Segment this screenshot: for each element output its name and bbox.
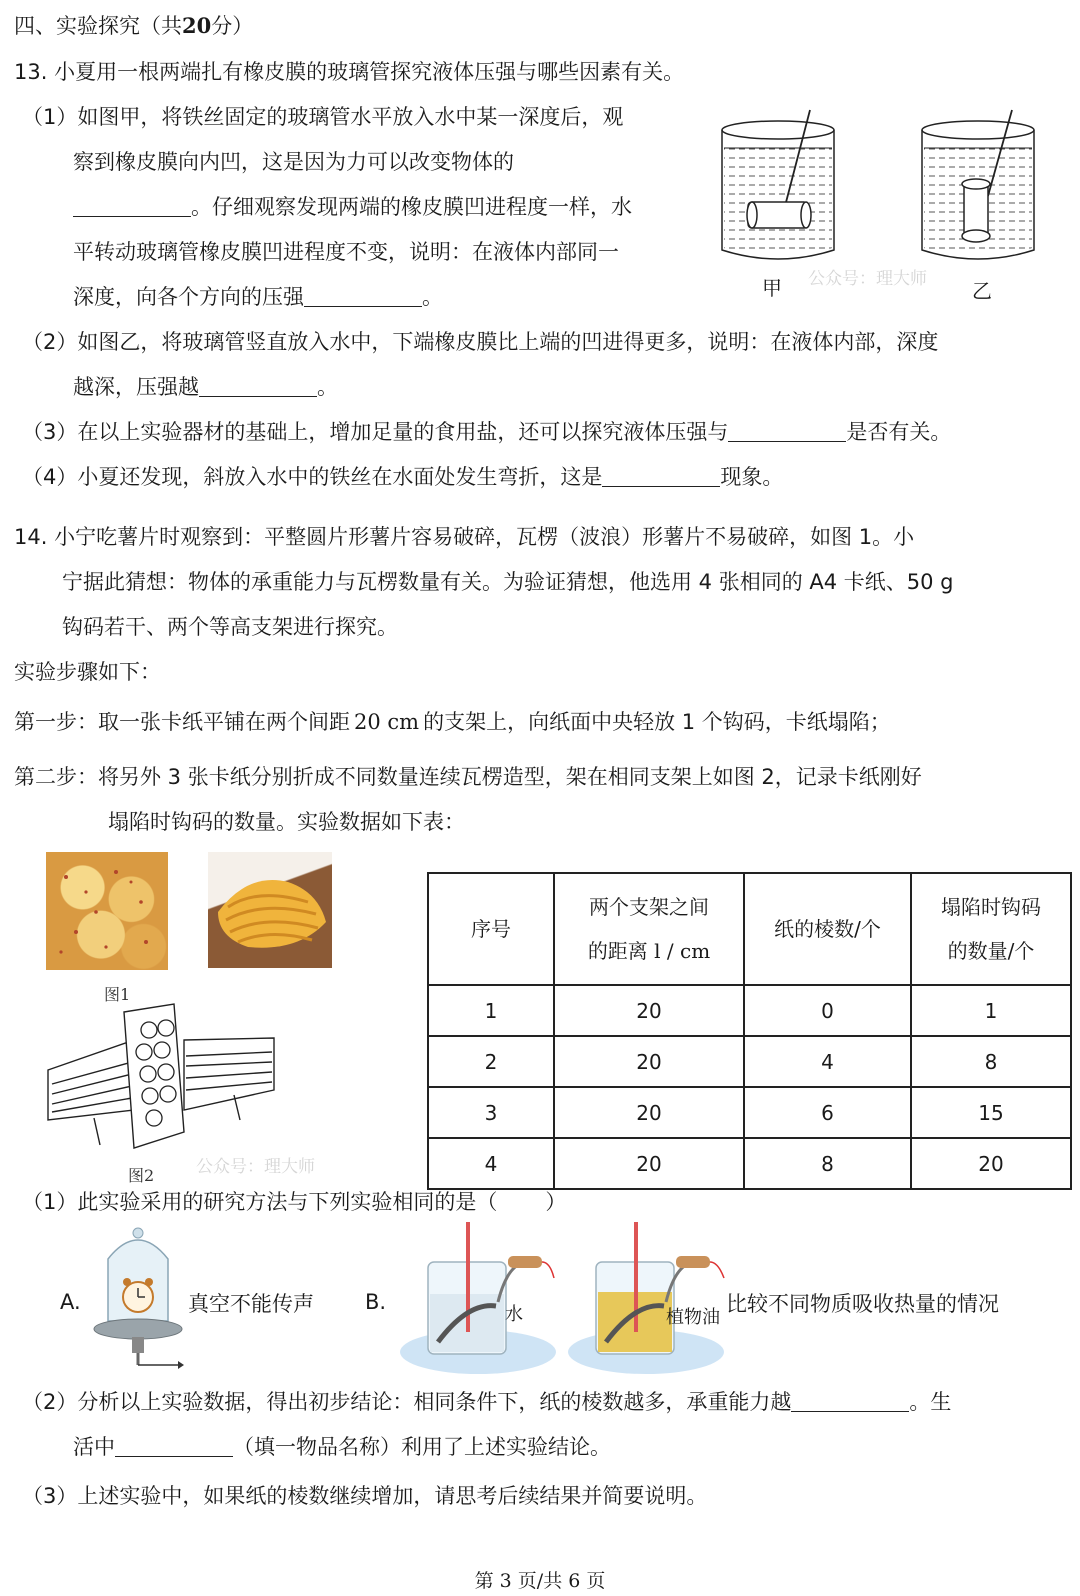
table-cell: 20	[554, 1087, 744, 1138]
steps-title: 实验步骤如下：	[14, 660, 161, 684]
step-one-text-end: 的支架上，向纸面中央轻放 1 个钩码，卡纸塌陷；	[423, 710, 891, 734]
q13-part1-line4: 平转动玻璃管橡皮膜凹进程度不变，说明：在液体内部同一	[73, 240, 619, 264]
section-score: 20	[182, 13, 212, 38]
q14-sub1-text: （1）此实验采用的研究方法与下列实验相同的是（	[22, 1190, 498, 1214]
watermark: 公众号：理大师	[808, 269, 927, 289]
q13-part2-line2-text: 越深，压强越	[73, 375, 199, 399]
flat-chips-photo	[46, 852, 168, 970]
answer-blank[interactable]	[791, 1391, 909, 1412]
q13-part1-line5	[73, 283, 443, 311]
table-cell: 8	[744, 1138, 911, 1189]
table-row	[428, 985, 1071, 1036]
q14-sub2-end: 。生	[909, 1390, 952, 1414]
q14-sub2-line1	[22, 1388, 951, 1416]
table-cell: 4	[428, 1138, 554, 1189]
table-header-row	[428, 873, 1071, 985]
table-row	[428, 1087, 1071, 1138]
q13-part1-line5-end: 。	[422, 285, 443, 309]
answer-blank[interactable]	[602, 466, 720, 487]
q13-part3	[22, 418, 951, 446]
table-header-text: 的距离 l / cm	[587, 939, 711, 963]
q14-sub1-end: ）	[545, 1190, 567, 1214]
table-header-text: 纸的棱数/个	[774, 917, 881, 941]
table-header-text: 两个支架之间	[589, 895, 709, 919]
step-two-line1: 第二步：将另外 3 张卡纸分别折成不同数量连续瓦楞造型，架在相同支架上如图 2，记录卡纸刚好	[14, 765, 922, 789]
q13-part4	[22, 463, 783, 491]
q14-sub2-line2	[73, 1433, 611, 1461]
watermark: 公众号：理大师	[196, 1157, 315, 1177]
q13-part1-line2: 察到橡皮膜向内凹，这是因为力可以改变物体的	[73, 150, 514, 174]
q13-part2-line1: （2）如图乙，将玻璃管竖直放入水中，下端橡皮膜比上端的凹进得更多，说明：在液体内部，深度	[22, 330, 939, 354]
table-row	[428, 1036, 1071, 1087]
option-a-letter[interactable]: A.	[60, 1290, 81, 1314]
q14-sub1	[22, 1188, 566, 1216]
table-header-text: 序号	[471, 917, 511, 941]
step-one-distance: 20 cm	[354, 710, 420, 734]
answer-blank[interactable]	[304, 286, 422, 307]
table-row	[428, 1138, 1071, 1189]
table-cell: 15	[911, 1087, 1071, 1138]
oil-label: 植物油	[666, 1307, 720, 1328]
answer-blank[interactable]	[73, 196, 191, 217]
q14-sub2-line2-end: （填一物品名称）利用了上述实验结论。	[233, 1435, 611, 1459]
q14-line3: 钩码若干、两个等高支架进行探究。	[62, 615, 398, 639]
step-two-line2: 塌陷时钩码的数量。实验数据如下表：	[108, 810, 465, 834]
q13-part1-line3	[73, 193, 632, 221]
q13-part4-text: （4）小夏还发现，斜放入水中的铁丝在水面处发生弯折，这是	[22, 465, 603, 489]
option-b-letter[interactable]: B.	[365, 1290, 387, 1314]
q14-sub2-text: （2）分析以上实验数据，得出初步结论：相同条件下，纸的棱数越多，承重能力越	[22, 1390, 792, 1414]
q13-part2-line2	[73, 373, 338, 401]
q13-part2-line2-end: 。	[317, 375, 338, 399]
q13-part1-line5-text: 深度，向各个方向的压强	[73, 285, 304, 309]
q13-stem: 13. 小夏用一根两端扎有橡皮膜的玻璃管探究液体压强与哪些因素有关。	[14, 60, 685, 84]
q13-part4-end: 现象。	[720, 465, 784, 489]
bell-jar-alarm-clock-icon	[92, 1225, 184, 1373]
option-a-text: 真空不能传声	[188, 1292, 314, 1316]
table-cell: 1	[911, 985, 1071, 1036]
table-header-cell	[554, 873, 744, 985]
figure2-caption: 图2	[128, 1166, 155, 1185]
q14-sub3: （3）上述实验中，如果纸的棱数继续增加，请思考后续结果并简要说明。	[22, 1484, 708, 1508]
table-cell: 3	[428, 1087, 554, 1138]
table-cell: 6	[744, 1087, 911, 1138]
section-title	[14, 12, 253, 40]
page-number: 第 3 页/共 6 页	[474, 1570, 606, 1592]
answer-blank[interactable]	[199, 376, 317, 397]
table-cell: 20	[911, 1138, 1071, 1189]
table-cell: 4	[744, 1036, 911, 1087]
beaker-jia	[722, 110, 834, 259]
figure-label-jia: 甲	[762, 276, 782, 300]
wavy-chips-photo	[208, 852, 332, 968]
answer-blank[interactable]	[115, 1436, 233, 1457]
q14-line2: 宁据此猜想：物体的承重能力与瓦楞数量有关。为验证猜想，他选用 4 张相同的 A4 卡纸、50 g	[62, 570, 954, 594]
beaker-oil-heater-icon	[566, 1222, 730, 1376]
water-label: 水	[505, 1304, 523, 1325]
table-header-cell	[911, 873, 1071, 985]
table-cell: 2	[428, 1036, 554, 1087]
table-cell: 0	[744, 985, 911, 1036]
q14-line1: 14. 小宁吃薯片时观察到：平整圆片形薯片容易破碎，瓦楞（波浪）形薯片不易破碎，如图 1。小	[14, 525, 915, 549]
q13-part1-line1: （1）如图甲，将铁丝固定的玻璃管水平放入水中某一深度后，观	[22, 105, 624, 129]
section-title-text: 四、实验探究（共	[14, 14, 182, 38]
option-b-text: 比较不同物质吸收热量的情况	[726, 1292, 999, 1316]
answer-blank[interactable]	[728, 421, 846, 442]
wavy-chips-drawing	[208, 852, 332, 968]
table-cell: 8	[911, 1036, 1071, 1087]
beaker-water-heater-icon	[398, 1222, 560, 1376]
table-header-cell	[744, 873, 911, 985]
figure1-caption: 图1	[104, 985, 131, 1004]
q13-part1-line3-text: 。仔细观察发现两端的橡皮膜凹进程度一样，水	[191, 195, 632, 219]
section-title-suffix: 分）	[211, 14, 254, 38]
step-one-text: 第一步：取一张卡纸平铺在两个间距	[14, 710, 350, 734]
q13-part3-text: （3）在以上实验器材的基础上，增加足量的食用盐，还可以探究液体压强与	[22, 420, 729, 444]
q14-sub2-line2-text: 活中	[73, 1435, 115, 1459]
chips-speckles	[46, 852, 168, 970]
table-cell: 20	[554, 1138, 744, 1189]
table-cell: 20	[554, 1036, 744, 1087]
table-cell: 1	[428, 985, 554, 1036]
table-header-text: 的数量/个	[947, 939, 1035, 963]
beaker-yi	[922, 110, 1034, 259]
table-header-text: 塌陷时钩码	[941, 895, 1041, 919]
q13-part3-end: 是否有关。	[846, 420, 952, 444]
experiment-data-table	[427, 872, 1072, 1190]
table-header-cell	[428, 873, 554, 985]
step-one	[14, 708, 891, 736]
figure2-corrugated-paper	[44, 1000, 280, 1160]
table-cell: 20	[554, 985, 744, 1036]
q13-figure	[718, 100, 1058, 290]
figure-label-yi: 乙	[972, 279, 992, 303]
